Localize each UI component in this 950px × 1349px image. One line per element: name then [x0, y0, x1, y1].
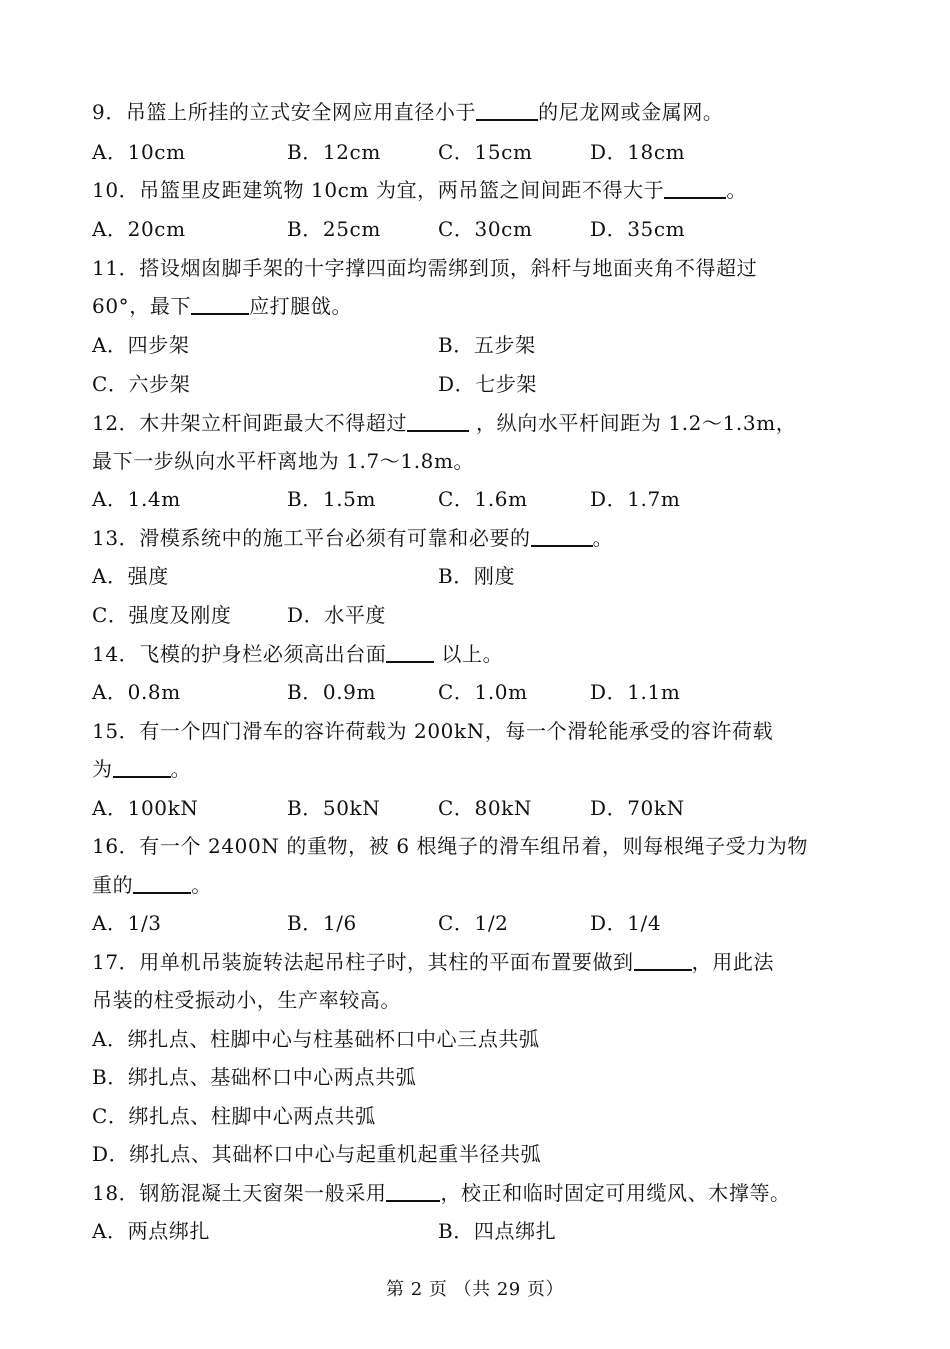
question-10	[92, 178, 747, 202]
option: D．1/4	[590, 911, 662, 935]
answer-blank	[386, 1182, 440, 1202]
question-16-line1: 16．有一个 2400N 的重物，被 6 根绳子的滑车组吊着，则每根绳子受力为物	[92, 834, 809, 858]
question-14	[92, 642, 503, 666]
option: A．强度	[92, 564, 169, 588]
option: B．1/6	[287, 911, 357, 935]
question-text: 。	[726, 178, 747, 202]
question-text: 为	[92, 757, 113, 781]
option: C．30cm	[438, 217, 533, 241]
answer-blank	[407, 412, 469, 432]
question-text: 以上。	[441, 642, 504, 666]
option: C．六步架	[92, 372, 191, 396]
option: B．刚度	[438, 564, 516, 588]
question-text: 。	[592, 526, 614, 550]
option: B．四点绑扎	[438, 1219, 557, 1243]
option: D．七步架	[438, 372, 538, 396]
question-18	[92, 1181, 791, 1205]
option: D．70kN	[590, 796, 685, 820]
question-text: 10．吊篮里皮距建筑物 10cm 为宜，两吊篮之间间距不得大于	[92, 178, 665, 202]
option: A．1.4m	[92, 487, 181, 511]
answer-blank	[113, 758, 171, 778]
option: B．0.9m	[287, 680, 377, 704]
option: A．四步架	[92, 333, 190, 357]
option: C．1/2	[438, 911, 509, 935]
question-15-line2	[92, 757, 191, 781]
question-text: 60°，最下	[92, 294, 192, 318]
answer-blank	[531, 527, 593, 547]
option: B．1.5m	[287, 487, 377, 511]
answer-blank	[664, 179, 726, 199]
option: A．100kN	[92, 796, 199, 820]
question-text: ，纵向水平杆间距为 1.2～1.3m，	[476, 411, 797, 435]
answer-blank	[476, 101, 538, 121]
option: C．80kN	[438, 796, 532, 820]
question-text: ，校正和临时固定可用缆风、木撑等。	[440, 1181, 791, 1205]
option: A．0.8m	[92, 680, 181, 704]
option: C．1.6m	[438, 487, 528, 511]
option: A．10cm	[92, 140, 186, 164]
option: C．1.0m	[438, 680, 528, 704]
option: A．20cm	[92, 217, 186, 241]
question-12-line2: 最下一步纵向水平杆离地为 1.7～1.8m。	[92, 449, 475, 473]
option: B．25cm	[287, 217, 381, 241]
option: A．1/3	[92, 911, 162, 935]
option: B．绑扎点、基础杯口中心两点共弧	[92, 1065, 417, 1089]
question-13	[92, 526, 613, 550]
question-17-line2: 吊装的柱受振动小，生产率较高。	[92, 988, 401, 1012]
option: C．绑扎点、柱脚中心两点共弧	[92, 1104, 376, 1128]
question-11-line1: 11．搭设烟囱脚手架的十字撑四面均需绑到顶，斜杆与地面夹角不得超过	[92, 256, 758, 280]
option: A．绑扎点、柱脚中心与柱基础杯口中心三点共弧	[92, 1027, 540, 1051]
option: C．15cm	[438, 140, 533, 164]
question-text: 18．钢筋混凝土天窗架一般采用	[92, 1181, 387, 1205]
question-text: 12．木井架立杆间距最大不得超过	[92, 411, 408, 435]
question-11-line2	[92, 294, 352, 318]
question-text: 17．用单机吊装旋转法起吊柱子时，其柱的平面布置要做到	[92, 950, 634, 974]
question-17-line1	[92, 950, 774, 974]
question-16-line2	[92, 873, 212, 897]
answer-blank	[634, 951, 692, 971]
question-text: 应打腿戗。	[249, 294, 353, 318]
option: A．两点绑扎	[92, 1219, 211, 1243]
option: B．五步架	[438, 333, 536, 357]
question-text: ，用此法	[691, 950, 775, 974]
answer-blank	[386, 643, 434, 663]
answer-blank	[191, 295, 249, 315]
option: C．强度及刚度	[92, 603, 232, 627]
question-9	[92, 100, 724, 124]
question-text: 。	[191, 873, 212, 897]
option: B．50kN	[287, 796, 381, 820]
option: D．水平度	[287, 603, 387, 627]
option: D．18cm	[590, 140, 686, 164]
question-text: 重的	[92, 873, 134, 897]
option: D．绑扎点、其础杯口中心与起重机起重半径共弧	[92, 1142, 542, 1166]
question-text: 。	[170, 757, 192, 781]
option: B．12cm	[287, 140, 381, 164]
question-15-line1: 15．有一个四门滑车的容许荷载为 200kN，每一个滑轮能承受的容许荷载	[92, 719, 774, 743]
option: D．1.1m	[590, 680, 681, 704]
question-text: 9．吊篮上所挂的立式安全网应用直径小于	[92, 100, 477, 124]
option: D．1.7m	[590, 487, 681, 511]
page-footer: 第 2 页 （共 29 页）	[386, 1279, 564, 1300]
answer-blank	[133, 874, 191, 894]
question-12-line1	[92, 411, 796, 435]
question-text: 的尼龙网或金属网。	[538, 100, 724, 124]
question-text: 13．滑模系统中的施工平台必须有可靠和必要的	[92, 526, 531, 550]
option: D．35cm	[590, 217, 686, 241]
question-text: 14．飞模的护身栏必须高出台面	[92, 642, 387, 666]
